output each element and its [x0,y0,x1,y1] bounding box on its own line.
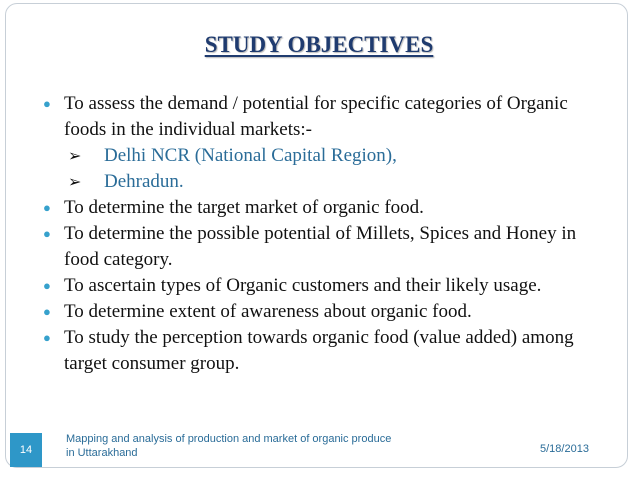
sub-bullet-text: Delhi NCR (National Capital Region), [104,145,397,166]
footer-text-line: Mapping and analysis of production and market of organic produce [66,433,392,445]
bullet-item [42,221,602,273]
arrow-bullet-icon: ➢ [68,148,82,165]
circle-bullet-icon: ● [43,304,51,319]
circle-bullet-icon: ● [43,96,51,111]
circle-bullet-icon: ● [43,200,51,215]
footer-text [66,432,466,460]
footer-date: 5/18/2013 [540,443,589,455]
slide-title-text: STUDY OBJECTIVES [204,32,434,57]
bullet-item [42,273,602,299]
bullet-item [42,299,602,325]
bullet-text: To determine the possible potential of Millets, Spices and Honey in food category. [64,223,577,270]
bullet-item [42,91,602,143]
bullet-item [42,325,602,377]
slide-title [0,32,638,58]
bullet-list [42,91,602,377]
arrow-bullet-icon: ➢ [68,174,82,191]
bullet-text: To determine extent of awareness about organic food. [64,301,472,322]
bullet-item [42,195,602,221]
bullet-text: To study the perception towards organic food (value added) among target consumer group. [64,327,574,374]
circle-bullet-icon: ● [43,330,51,345]
sub-bullet-item [42,143,602,169]
bullet-text: To ascertain types of Organic customers and their likely usage. [64,275,542,296]
circle-bullet-icon: ● [43,278,51,293]
sub-bullet-text: Dehradun. [104,171,184,192]
sub-bullet-item [42,169,602,195]
slide-number: 14 [10,433,42,467]
footer-text-line: in Uttarakhand [66,447,138,459]
bullet-text: To assess the demand / potential for specific categories of Organic foods in the individual markets:- [64,93,568,140]
bullet-text: To determine the target market of organic food. [64,197,424,218]
circle-bullet-icon: ● [43,226,51,241]
